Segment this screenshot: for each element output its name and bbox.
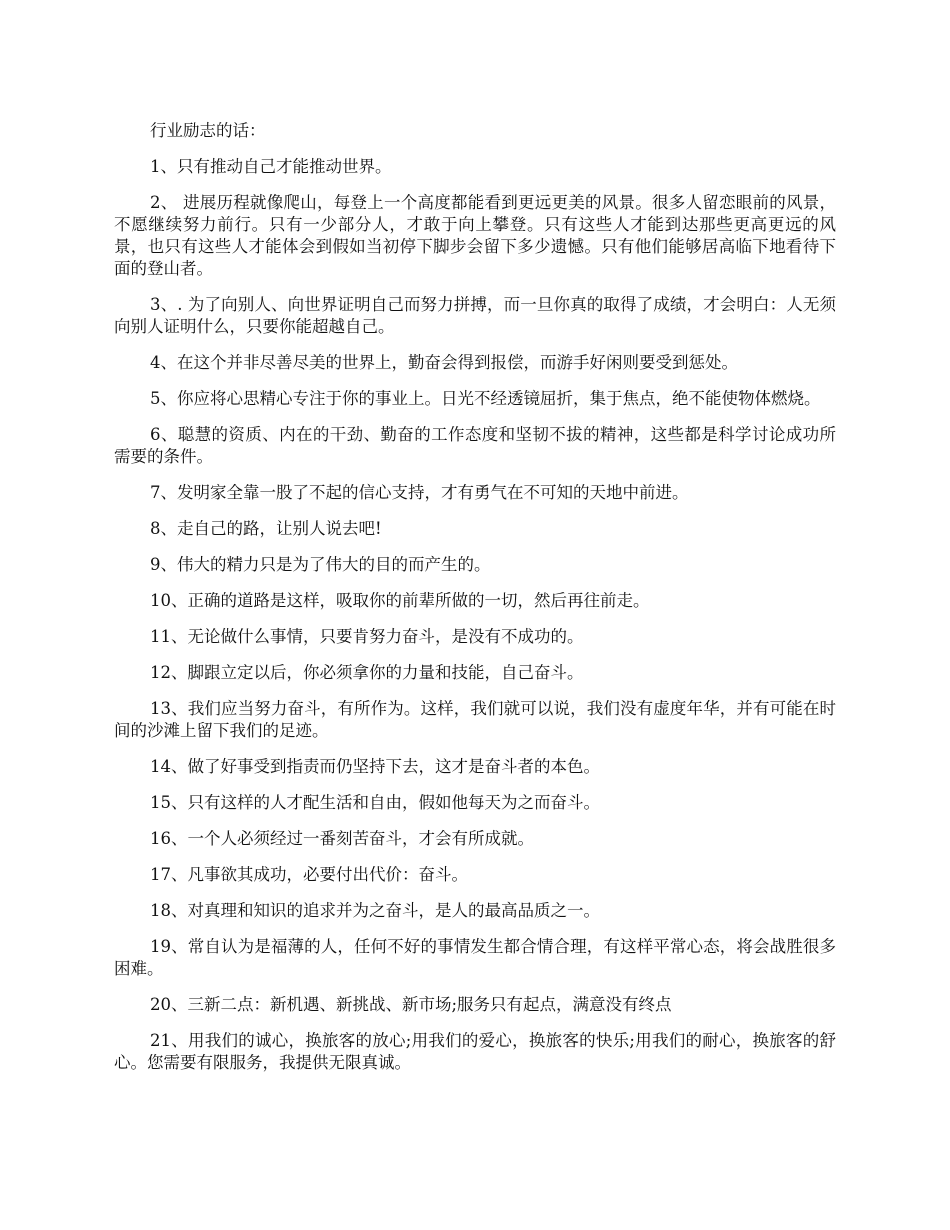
quote-paragraph-6: 6、聪慧的资质、内在的干劲、勤奋的工作态度和坚韧不拔的精神，这些都是科学讨论成功所需要的条件。 <box>114 425 836 466</box>
quote-paragraph-9: 9、伟大的精力只是为了伟大的目的而产生的。 <box>150 555 491 574</box>
quote-paragraph-3: 3、. 为了向别人、向世界证明自己而努力拼搏，而一旦你真的取得了成绩，才会明白：人无须向别人证明什么，只要你能超越自己。 <box>114 295 836 336</box>
quote-paragraph-7: 7、发明家全靠一股了不起的信心支持，才有勇气在不可知的天地中前进。 <box>150 483 689 502</box>
document-body <box>114 120 836 1088</box>
quote-paragraph-16: 16、一个人必须经过一番刻苦奋斗，才会有所成就。 <box>150 829 534 848</box>
quote-paragraph-18: 18、对真理和知识的追求并为之奋斗，是人的最高品质之一。 <box>150 901 600 920</box>
quote-paragraph-15: 15、只有这样的人才配生活和自由，假如他每天为之而奋斗。 <box>150 793 600 812</box>
quote-paragraph-11: 11、无论做什么事情，只要肯努力奋斗，是没有不成功的。 <box>150 627 584 646</box>
quote-paragraph-4: 4、在这个并非尽善尽美的世界上，勤奋会得到报偿，而游手好闲则要受到惩处。 <box>150 353 738 372</box>
quote-paragraph-8: 8、走自己的路，让别人说去吧! <box>150 519 382 538</box>
quote-paragraph-21: 21、用我们的诚心，换旅客的放心;用我们的爱心，换旅客的快乐;用我们的耐心，换旅客的舒心。您需要有限服务，我提供无限真诚。 <box>114 1031 836 1072</box>
quote-paragraph-13: 13、我们应当努力奋斗，有所作为。这样，我们就可以说，我们没有虚度年华，并有可能在时间的沙滩上留下我们的足迹。 <box>114 699 836 740</box>
document-heading: 行业励志的话： <box>150 121 266 140</box>
quote-paragraph-19: 19、常自认为是福薄的人，任何不好的事情发生都合情合理，有这样平常心态，将会战胜很多困难。 <box>114 937 836 978</box>
quote-paragraph-5: 5、你应将心思精心专注于你的事业上。日光不经透镜屈折，集于焦点，绝不能使物体燃烧。 <box>150 389 821 408</box>
quote-paragraph-2: 2、 进展历程就像爬山，每登上一个高度都能看到更远更美的风景。很多人留恋眼前的风景，不愿继续努力前行。只有一少部分人，才敢于向上攀登。只有这些人才能到达那些更高更远的风景，也只有这些人才能体会到假如当初停下脚步会留下多少遗憾。只有他们能够居高临下地看待下面的登山者。 <box>114 193 836 278</box>
quote-paragraph-17: 17、凡事欲其成功，必要付出代价：奋斗。 <box>150 865 468 884</box>
quote-paragraph-14: 14、做了好事受到指责而仍坚持下去，这才是奋斗者的本色。 <box>150 757 600 776</box>
quote-paragraph-10: 10、正确的道路是这样，吸取你的前辈所做的一切，然后再往前走。 <box>150 591 650 610</box>
quote-paragraph-12: 12、脚跟立定以后，你必须拿你的力量和技能，自己奋斗。 <box>150 663 584 682</box>
quote-paragraph-20: 20、三新二点：新机遇、新挑战、新市场;服务只有起点，满意没有终点 <box>150 995 672 1014</box>
quote-paragraph-1: 1、只有推动自己才能推动世界。 <box>150 157 392 176</box>
